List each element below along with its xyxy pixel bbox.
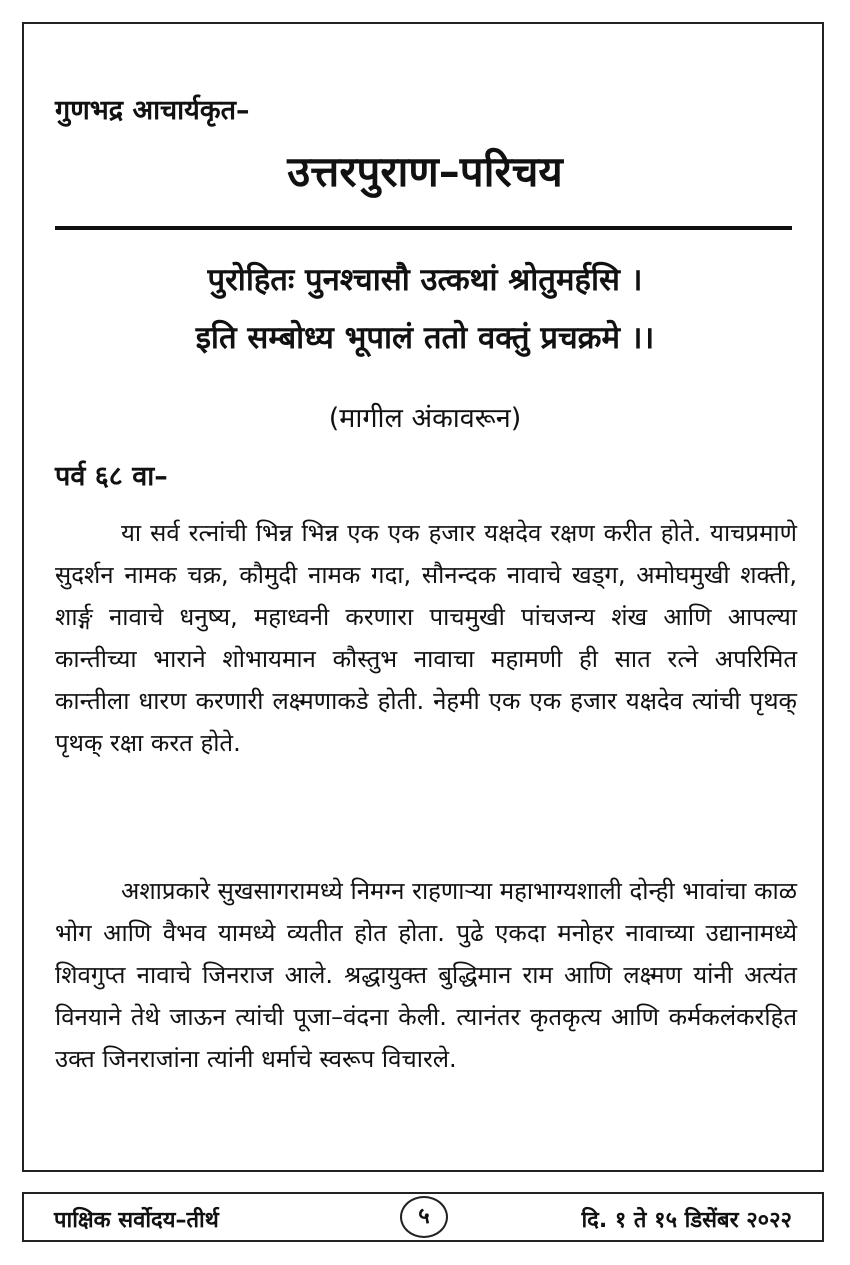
title-divider <box>55 226 792 230</box>
author-byline: गुणभद्र आचार्यकृत– <box>55 95 250 126</box>
page-title: उत्तरपुराण–परिचय <box>287 147 563 196</box>
publication-name: पाक्षिक सर्वोदय–तीर्थ <box>54 1208 219 1233</box>
body-paragraph-1: या सर्व रत्नांची भिन्न भिन्न एक एक हजार यक्षदेव रक्षण करीत होते. याचप्रमाणे सुदर्शन नामक चक्र, कौमुदी नामक गदा, सौनन्दक नावाचे खड्ग, अमोघमुखी शक्ती, शार्ङ्ग नावाचे धनुष्य, महाध्वनी करणारा पाचमुखी पांचजन्य शंख आणि आपल्या कान्तीच्या भाराने शोभायमान कौस्तुभ नावाचा महामणी ही सात रत्ने अपरिमित कान्तीला धारण करणारी लक्ष्मणाकडे होती. नेहमी एक एक हजार यक्षदेव त्यांची पृथक् पृथक् रक्षा करत होते. <box>55 519 797 757</box>
verse-line-2: इति सम्बोध्य भूपालं ततो वक्तुं प्रचक्रमे ।। <box>195 320 655 356</box>
page-footer <box>22 1192 824 1242</box>
body-paragraph-2: अशाप्रकारे सुखसागरामध्ये निमग्न राहणाऱ्या महाभाग्यशाली दोन्ही भावांचा काळ भोग आणि वैभव यामध्ये व्यतीत होत होता. पुढे एकदा मनोहर नावाच्या उद्यानामध्ये शिवगुप्त नावाचे जिनराज आले. श्रद्धायुक्त बुद्धिमान राम आणि लक्ष्मण यांनी अत्यंत विनयाने तेथे जाऊन त्यांची पूजा–वंदना केली. त्यानंतर कृतकृत्य आणि कर्मकलंकरहित उक्त जिनराजांना त्यांनी धर्माचे स्वरूप विचारले. <box>55 877 797 1073</box>
section-heading: पर्व ६८ वा– <box>55 461 168 492</box>
verse-line-1: पुरोहितः पुनश्चासौ उत्कथां श्रोतुमर्हसि । <box>207 262 643 298</box>
continuation-note: (मागील अंकावरून) <box>328 403 522 434</box>
page-number: ५ <box>400 1196 448 1238</box>
issue-date: दि. १ ते १५ डिसेंबर २०२२ <box>581 1208 792 1233</box>
